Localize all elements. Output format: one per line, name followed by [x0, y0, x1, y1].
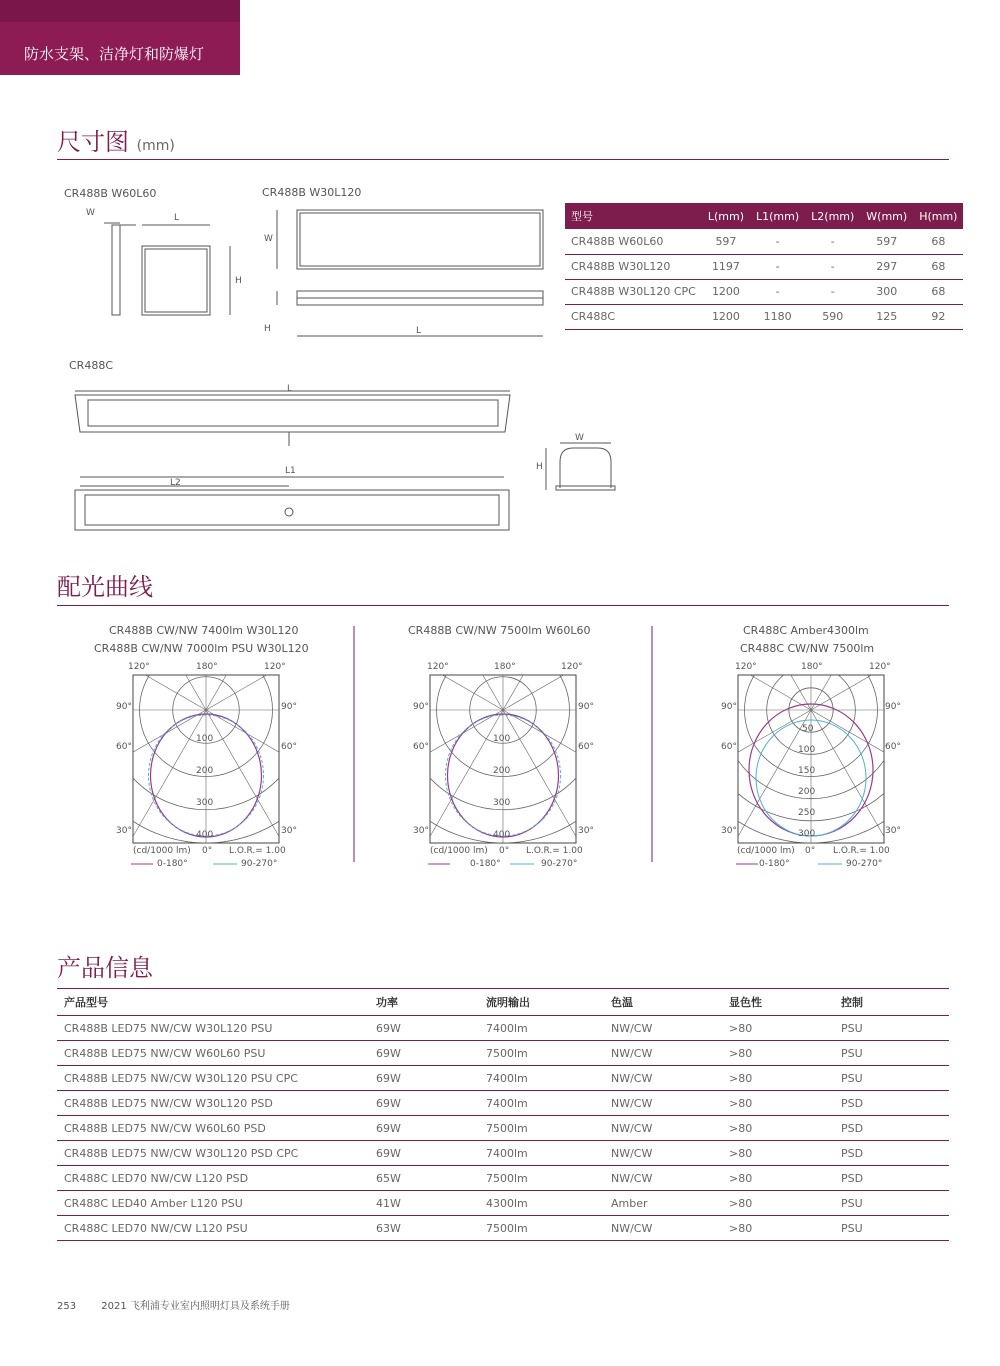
dim-col-h: H(mm): [913, 203, 963, 229]
dim-col-l2: L2(mm): [805, 203, 860, 229]
table-cell: CR488B LED75 NW/CW W30L120 PSU: [57, 1016, 369, 1041]
table-cell: 68: [913, 254, 963, 279]
chart3-radial-210: [701, 519, 811, 710]
label-w60: CR488B W60L60: [64, 187, 157, 200]
chart2-angle-bottom: 0°: [499, 846, 510, 856]
table-cell: 7400lm: [479, 1066, 604, 1091]
chart2-lor: L.O.R.= 1.00: [526, 846, 583, 856]
chart3-angle-l60: 60°: [721, 742, 737, 752]
chart3-angle-r90: 90°: [885, 702, 901, 712]
prod-col-model: 产品型号: [57, 989, 369, 1016]
chart3-scale-3: 150: [798, 766, 816, 776]
table-cell: CR488B LED75 NW/CW W60L60 PSU: [57, 1041, 369, 1066]
table-cell: CR488B LED75 NW/CW W60L60 PSD: [57, 1116, 369, 1141]
chart2-radial-210: [393, 519, 503, 710]
table-row: [57, 1066, 949, 1091]
table-cell: 297: [860, 254, 913, 279]
section-title: 防水支架、洁净灯和防爆灯: [24, 45, 205, 63]
chart1-scale-3: 300: [196, 798, 214, 808]
table-cell: CR488C LED70 NW/CW L120 PSU: [57, 1216, 369, 1241]
table-cell: NW/CW: [604, 1091, 722, 1116]
label-c: CR488C: [69, 359, 113, 372]
table-cell: 92: [913, 304, 963, 329]
dim-c-l2: L2: [170, 478, 181, 488]
dim-c-w: W: [575, 433, 584, 443]
table-cell: PSU: [834, 1041, 949, 1066]
table-cell: -: [805, 279, 860, 304]
dim-c-h: H: [536, 462, 543, 472]
table-row: [57, 1016, 949, 1041]
dim-col-model: 型号: [565, 203, 702, 229]
chart1-angle-top: 180°: [196, 662, 218, 672]
table-cell: 69W: [369, 1091, 479, 1116]
table-cell: CR488C: [565, 304, 702, 329]
table-row: [57, 1141, 949, 1166]
chart3-radial-300: [620, 710, 814, 820]
dim-w30-l: L: [416, 326, 422, 336]
chart2-angle-l60: 60°: [413, 742, 429, 752]
light-distribution-heading: 配光曲线: [57, 573, 153, 601]
chart3-angle-bottom: 0°: [805, 846, 816, 856]
table-cell: NW/CW: [604, 1016, 722, 1041]
chart3-scale-5: 250: [798, 808, 816, 818]
table-cell: CR488B LED75 NW/CW W30L120 PSU CPC: [57, 1066, 369, 1091]
product-table: [57, 988, 949, 1241]
chart1-angle-tr: 120°: [264, 662, 286, 672]
chart3-radial-60: [811, 710, 1000, 820]
chart3-radial-240: [620, 600, 811, 710]
chart3-legend2: 90-270°: [846, 859, 883, 869]
table-cell: PSD: [834, 1166, 949, 1191]
chart1-radial-300: [15, 710, 206, 820]
chart1-angle-l90: 90°: [116, 702, 132, 712]
table-cell: -: [750, 254, 805, 279]
chart3-angle-top: 180°: [801, 662, 823, 672]
table-cell: 125: [860, 304, 913, 329]
table-row: [57, 1191, 949, 1216]
prod-col-power: 功率: [369, 989, 479, 1016]
table-cell: PSD: [834, 1141, 949, 1166]
dim-c-l: L: [287, 384, 293, 394]
chart2-legend2: 90-270°: [541, 859, 578, 869]
dim-w60-l: L: [174, 213, 180, 223]
table-cell: >80: [722, 1066, 834, 1091]
table-cell: 63W: [369, 1216, 479, 1241]
table-cell: 1180: [750, 304, 805, 329]
chart2-angle-l30: 30°: [413, 826, 429, 836]
chart2-radial-150: [503, 519, 613, 710]
table-cell: 1200: [702, 279, 750, 304]
chart3-angle-l90: 90°: [721, 702, 737, 712]
chart2-angle-l90: 90°: [413, 702, 429, 712]
table-row: [57, 1166, 949, 1191]
table-cell: NW/CW: [604, 1141, 722, 1166]
table-cell: NW/CW: [604, 1041, 722, 1066]
table-cell: >80: [722, 1191, 834, 1216]
table-cell: PSU: [834, 1191, 949, 1216]
table-cell: 69W: [369, 1066, 479, 1091]
table-cell: 41W: [369, 1191, 479, 1216]
chart1-angle-tl: 120°: [128, 662, 150, 672]
chart1-title2: CR488B CW/NW 7000lm PSU W30L120: [94, 642, 309, 655]
dim-w60-h: H: [235, 276, 242, 286]
table-cell: CR488B LED75 NW/CW W30L120 PSD CPC: [57, 1141, 369, 1166]
prod-col-cri: 显色性: [722, 989, 834, 1016]
chart2-radial-300: [312, 710, 503, 820]
chart1-radial-330: [96, 710, 206, 901]
table-row: [57, 1116, 949, 1141]
chart2-radial-330: [393, 710, 503, 901]
chart1-radial-210: [96, 519, 206, 710]
chart2-legend1: 0-180°: [470, 859, 501, 869]
chart1-radial-30: [206, 710, 316, 901]
chart1-scale-2: 200: [196, 766, 214, 776]
table-cell: Amber: [604, 1191, 722, 1216]
table-row: [57, 1216, 949, 1241]
chart1-angle-bottom: 0°: [202, 846, 213, 856]
table-cell: 69W: [369, 1116, 479, 1141]
chart1-radial-120: [206, 600, 397, 710]
table-cell: NW/CW: [604, 1066, 722, 1091]
table-cell: PSU: [834, 1066, 949, 1091]
table-cell: 69W: [369, 1141, 479, 1166]
table-cell: 597: [860, 229, 913, 254]
table-cell: >80: [722, 1141, 834, 1166]
chart3-unit: (cd/1000 lm): [737, 846, 795, 856]
chart1-lor: L.O.R.= 1.00: [229, 846, 286, 856]
product-table-header: [57, 989, 949, 1016]
chart3-angle-l30: 30°: [721, 826, 737, 836]
table-cell: NW/CW: [604, 1116, 722, 1141]
chart2-scale-4: 400: [493, 830, 511, 840]
table-cell: -: [750, 229, 805, 254]
table-cell: PSD: [834, 1091, 949, 1116]
table-row: [57, 1091, 949, 1116]
table-cell: 65W: [369, 1166, 479, 1191]
label-w30: CR488B W30L120: [262, 186, 362, 199]
table-cell: 7500lm: [479, 1041, 604, 1066]
chart1-angle-l60: 60°: [116, 742, 132, 752]
dim-col-l1: L1(mm): [750, 203, 805, 229]
chart2-scale-1: 100: [493, 734, 511, 744]
chart2-title1: CR488B CW/NW 7500lm W60L60: [408, 624, 591, 637]
table-cell: 69W: [369, 1016, 479, 1041]
chart3-lor: L.O.R.= 1.00: [833, 846, 890, 856]
dim-w30-h: H: [264, 324, 271, 334]
footer: [57, 1297, 290, 1312]
table-cell: 7400lm: [479, 1016, 604, 1041]
chart1-title1: CR488B CW/NW 7400lm W30L120: [109, 624, 299, 637]
chart3-legend1: 0-180°: [759, 859, 790, 869]
dim-col-w: W(mm): [860, 203, 913, 229]
chart1-angle-l30: 30°: [116, 826, 132, 836]
chart3-radial-120: [811, 600, 1000, 710]
table-cell: 7500lm: [479, 1216, 604, 1241]
chart1-angle-r60: 60°: [281, 742, 297, 752]
table-row: [57, 1041, 949, 1066]
table-cell: -: [805, 254, 860, 279]
table-cell: >80: [722, 1216, 834, 1241]
chart3-scale-2: 100: [798, 745, 816, 755]
table-cell: 4300lm: [479, 1191, 604, 1216]
table-cell: 68: [913, 279, 963, 304]
chart3-angle-r60: 60°: [885, 742, 901, 752]
table-cell: 68: [913, 229, 963, 254]
table-cell: 1197: [702, 254, 750, 279]
dimensions-heading-text: 尺寸图: [57, 128, 129, 156]
chart1-angle-r30: 30°: [281, 826, 297, 836]
table-cell: >80: [722, 1041, 834, 1066]
table-cell: PSU: [834, 1216, 949, 1241]
chart3-scale-4: 200: [798, 787, 816, 797]
prod-col-cct: 色温: [604, 989, 722, 1016]
dim-w60-w: W: [86, 208, 95, 218]
chart2-scale-2: 200: [493, 766, 511, 776]
table-cell: CR488C LED40 Amber L120 PSU: [57, 1191, 369, 1216]
table-cell: -: [805, 229, 860, 254]
table-cell: PSU: [834, 1016, 949, 1041]
product-info-heading: 产品信息: [57, 954, 153, 982]
chart3-angle-tl: 120°: [735, 662, 757, 672]
page-number: 253: [57, 1301, 77, 1312]
chart2-angle-r30: 30°: [578, 826, 594, 836]
table-cell: CR488B LED75 NW/CW W30L120 PSD: [57, 1091, 369, 1116]
chart2-scale-3: 300: [493, 798, 511, 808]
table-cell: CR488B W60L60: [565, 229, 702, 254]
table-cell: 69W: [369, 1041, 479, 1066]
table-cell: >80: [722, 1166, 834, 1191]
chart3-radial-150: [811, 519, 921, 710]
table-cell: >80: [722, 1091, 834, 1116]
table-cell: >80: [722, 1116, 834, 1141]
table-cell: -: [750, 279, 805, 304]
chart2-angle-r60: 60°: [578, 742, 594, 752]
chart3-title1: CR488C Amber4300lm: [743, 624, 869, 637]
dim-c-l1: L1: [285, 466, 296, 476]
chart1-radial-240: [15, 600, 206, 710]
chart2-radial-60: [503, 710, 694, 820]
table-cell: 300: [860, 279, 913, 304]
table-cell: CR488C LED70 NW/CW L120 PSD: [57, 1166, 369, 1191]
chart1-angle-r90: 90°: [281, 702, 297, 712]
table-cell: 7500lm: [479, 1166, 604, 1191]
table-cell: 590: [805, 304, 860, 329]
dim-w30-w: W: [264, 234, 273, 244]
chart2-radial-120: [503, 600, 694, 710]
chart2-radial-240: [312, 600, 503, 710]
chart3-title2: CR488C CW/NW 7500lm: [740, 642, 875, 655]
chart1-unit: (cd/1000 lm): [133, 846, 191, 856]
footer-text: 2021 飞利浦专业室内照明灯具及系统手册: [101, 1301, 290, 1312]
chart2-angle-r90: 90°: [578, 702, 594, 712]
table-cell: CR488B W30L120: [565, 254, 702, 279]
chart1-scale-1: 100: [196, 734, 214, 744]
table-cell: PSD: [834, 1116, 949, 1141]
chart2-radial-30: [503, 710, 613, 901]
chart1-scale-4: 400: [196, 830, 214, 840]
chart3-angle-r30: 30°: [885, 826, 901, 836]
chart2-angle-tl: 120°: [427, 662, 449, 672]
chart3-scale-1: 50: [802, 724, 814, 734]
prod-col-lumen: 流明输出: [479, 989, 604, 1016]
table-cell: 7400lm: [479, 1091, 604, 1116]
chart1-radial-150: [206, 519, 316, 710]
table-cell: 1200: [702, 304, 750, 329]
chart1-legend2: 90-270°: [241, 859, 278, 869]
chart2-unit: (cd/1000 lm): [430, 846, 488, 856]
chart3-scale-6: 300: [798, 829, 816, 839]
dim-col-l: L(mm): [702, 203, 750, 229]
chart1-radial-60: [206, 710, 397, 820]
prod-col-control: 控制: [834, 989, 949, 1016]
table-cell: 7500lm: [479, 1116, 604, 1141]
chart3-angle-tr: 120°: [869, 662, 891, 672]
table-cell: NW/CW: [604, 1166, 722, 1191]
table-cell: 7400lm: [479, 1141, 604, 1166]
chart1-legend1: 0-180°: [157, 859, 188, 869]
table-cell: >80: [722, 1016, 834, 1041]
dimensions-unit: (mm): [136, 138, 175, 154]
table-cell: 597: [702, 229, 750, 254]
table-cell: CR488B W30L120 CPC: [565, 279, 702, 304]
table-cell: NW/CW: [604, 1216, 722, 1241]
chart2-angle-top: 180°: [494, 662, 516, 672]
chart2-angle-tr: 120°: [561, 662, 583, 672]
